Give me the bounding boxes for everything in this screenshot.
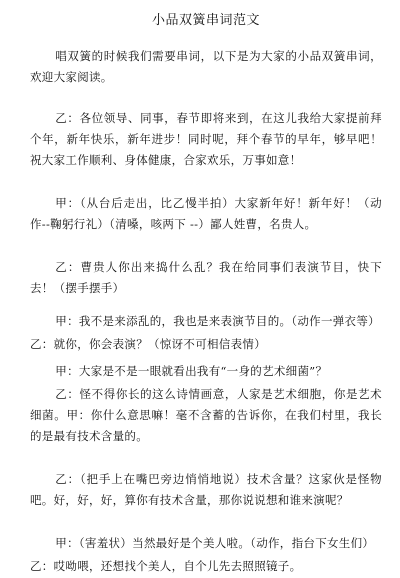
dialogue-paragraph: 乙：哎呦喂，还想找个美人，自个儿先去照照镜子。	[30, 559, 302, 573]
dialogue-paragraph: 甲：我不是来添乱的，我也是来表演节目的。（动作一弹衣等）	[55, 314, 380, 328]
dialogue-paragraph: 甲：大家是不是一眼就看出我有“一身的艺术细菌”？	[55, 364, 328, 378]
dialogue-paragraph: 乙：怪不得你长的这么诗情画意，人家是艺术细胞，你是艺术细菌。甲：你什么意思嘛！毫不含蓄的告诉你，在我们村里，我长的是最有技术含量的。	[30, 387, 382, 443]
dialogue-paragraph: 乙：就你，你会表演？（惊讶不可相信表情）	[30, 337, 266, 351]
dialogue-paragraph: 乙：（把手上在嘴巴旁边悄悄地说）技术含量？这家伙是怪物吧。好，好，好，算你有技术含量，那你说说想和谁来演呢？	[30, 472, 382, 507]
document-title: 小品双簧串词范文	[151, 13, 260, 28]
intro-paragraph: 唱双簧的时候我们需要串词，以下是为大家的小品双簧串词，欢迎大家阅读。	[30, 49, 382, 84]
dialogue-paragraph: 甲：（从台后走出，比乙慢半拍）大家新年好！新年好！（动作--鞠躬行礼）（清嗓，咳两下 --）鄙人姓曹，名贵人。	[30, 196, 382, 231]
dialogue-paragraph: 乙：各位领导、同事，春节即将来到，在这儿我给大家提前拜个年，新年快乐，新年进步！同时呢，拜个春节的早年，够早吧！祝大家工作顺利、身体健康，合家欢乐，万事如意！	[30, 111, 382, 167]
dialogue-paragraph: 乙：曹贵人你出来捣什么乱？我在给同事们表演节目，快下去！（摆手摆手）	[30, 260, 382, 295]
dialogue-paragraph: 甲：（害羞状）当然最好是个美人啦。（动作，指台下女生们）	[55, 536, 375, 550]
